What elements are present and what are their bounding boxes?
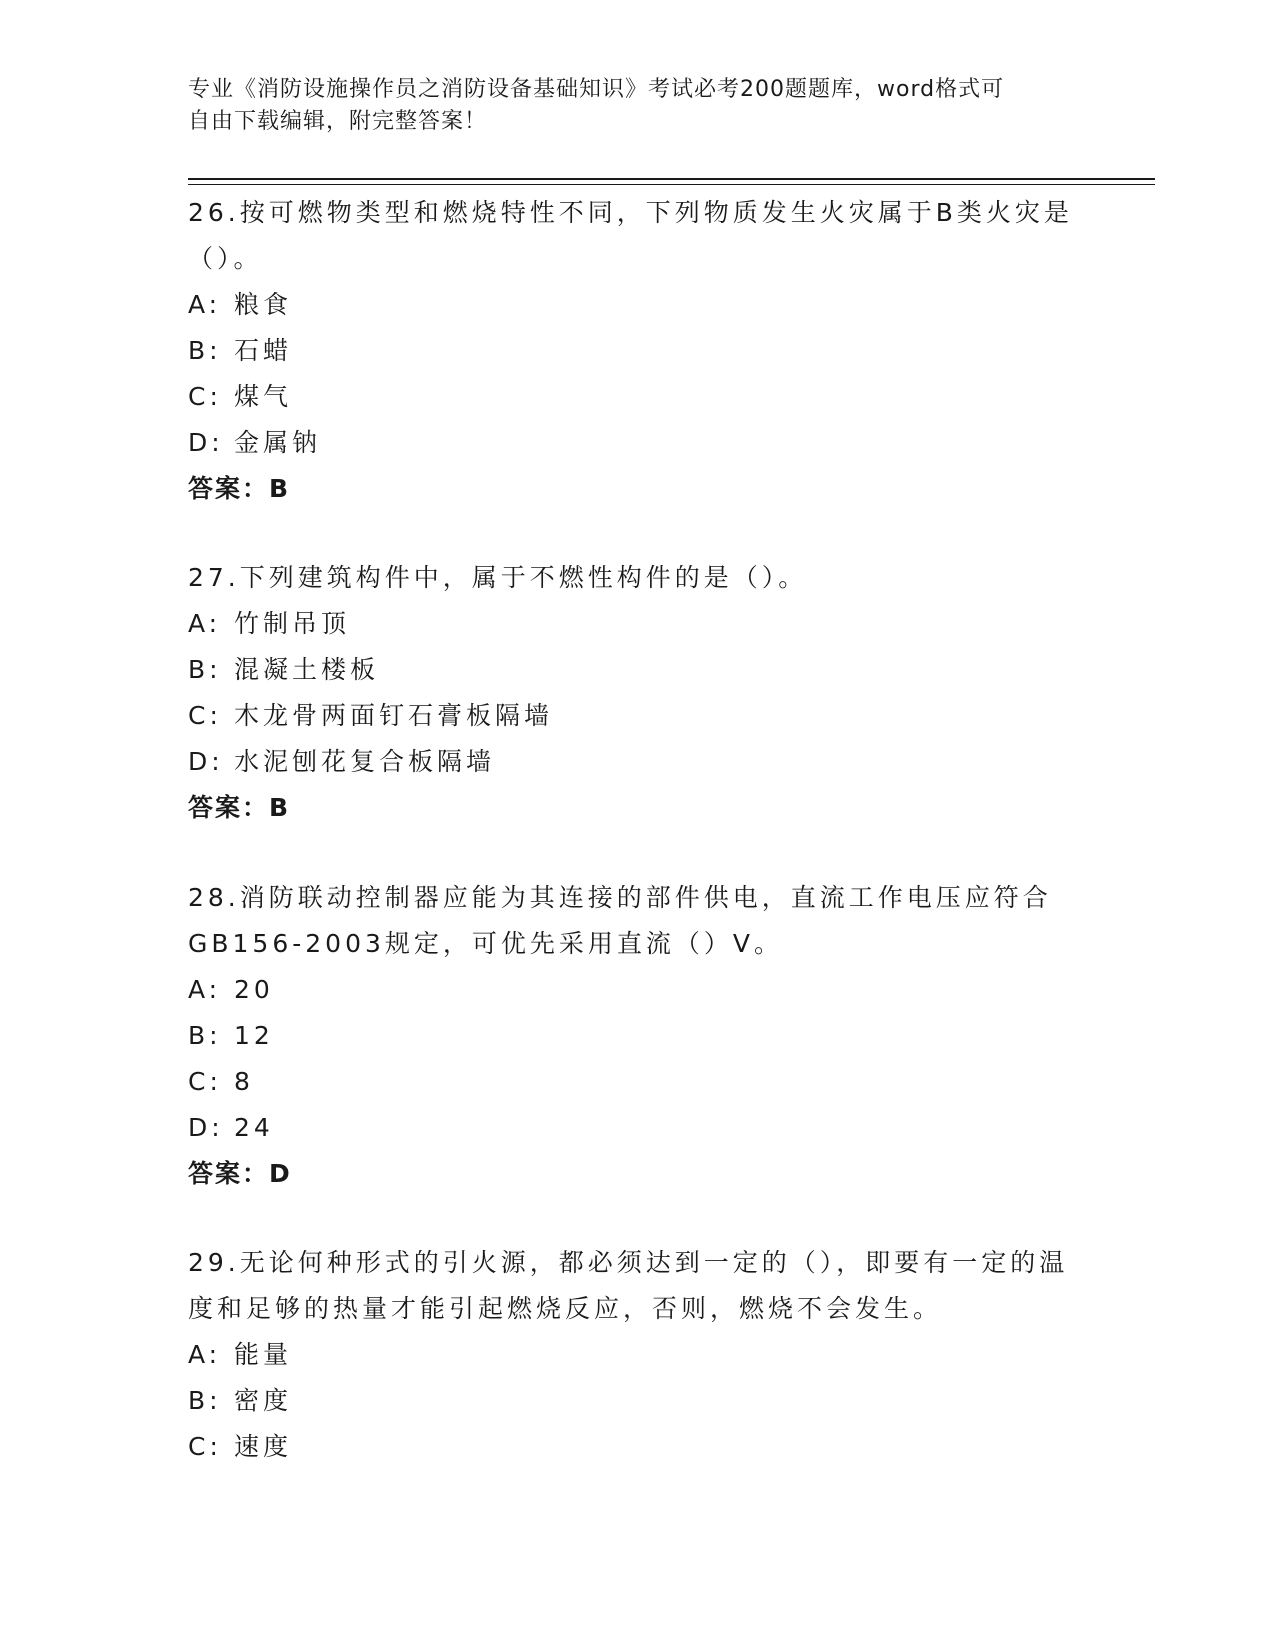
option-c — [188, 374, 1088, 420]
question-28 — [188, 875, 1088, 1197]
option-a — [188, 282, 1088, 328]
question-26 — [188, 190, 1088, 512]
question-27 — [188, 555, 1088, 831]
option-d — [188, 1105, 1088, 1151]
answer-line: 答案：B — [188, 793, 291, 822]
option-text: 木龙骨两面钉石膏板隔墙 — [234, 701, 554, 730]
question-stem-line-2: 度和足够的热量才能引起燃烧反应，否则，燃烧不会发生。 — [188, 1294, 943, 1323]
document-header — [188, 74, 1088, 138]
option-c — [188, 1424, 1088, 1470]
option-letter: B: — [188, 1386, 222, 1415]
option-text: 石蜡 — [234, 336, 293, 365]
option-text: 水泥刨花复合板隔墙 — [234, 747, 496, 776]
header-divider-thick — [188, 178, 1155, 180]
option-letter: A: — [188, 609, 222, 638]
option-text: 速度 — [234, 1432, 293, 1461]
option-c — [188, 1059, 1088, 1105]
option-a — [188, 1332, 1088, 1378]
option-letter: C: — [188, 701, 222, 730]
option-text: 20 — [234, 975, 274, 1004]
question-stem-line-1: 27.下列建筑构件中，属于不燃性构件的是（）。 — [188, 563, 808, 592]
option-letter: C: — [188, 382, 222, 411]
option-letter: A: — [188, 975, 222, 1004]
option-d — [188, 739, 1088, 785]
option-b — [188, 1013, 1088, 1059]
question-stem-line-1: 29.无论何种形式的引火源，都必须达到一定的（），即要有一定的温 — [188, 1248, 1069, 1277]
option-d — [188, 420, 1088, 466]
option-b — [188, 1378, 1088, 1424]
question-29 — [188, 1240, 1088, 1470]
option-text: 24 — [234, 1113, 274, 1142]
question-stem-line-2: GB156-2003规定，可优先采用直流（）V。 — [188, 929, 783, 958]
option-b — [188, 328, 1088, 374]
question-stem-line-1: 26.按可燃物类型和燃烧特性不同，下列物质发生火灾属于B类火灾是 — [188, 198, 1073, 227]
option-text: 煤气 — [234, 382, 293, 411]
header-line-1: 专业《消防设施操作员之消防设备基础知识》考试必考200题题库，word格式可 — [188, 77, 1005, 102]
option-a — [188, 601, 1088, 647]
question-stem-line-2: （）。 — [188, 244, 263, 273]
option-text: 混凝土楼板 — [234, 655, 380, 684]
option-c — [188, 693, 1088, 739]
option-b — [188, 647, 1088, 693]
option-letter: D: — [188, 1113, 224, 1142]
option-letter: B: — [188, 336, 222, 365]
option-text: 12 — [234, 1021, 274, 1050]
option-text: 8 — [234, 1067, 254, 1096]
option-letter: B: — [188, 655, 222, 684]
option-letter: B: — [188, 1021, 222, 1050]
option-letter: C: — [188, 1432, 222, 1461]
option-text: 竹制吊顶 — [234, 609, 351, 638]
option-letter: A: — [188, 290, 222, 319]
option-text: 金属钠 — [234, 428, 322, 457]
option-text: 粮食 — [234, 290, 293, 319]
header-line-2: 自由下载编辑，附完整答案！ — [188, 109, 488, 134]
option-letter: D: — [188, 747, 224, 776]
answer-line: 答案：B — [188, 474, 291, 503]
option-a — [188, 967, 1088, 1013]
header-divider-thin — [188, 184, 1155, 185]
question-stem-line-1: 28.消防联动控制器应能为其连接的部件供电，直流工作电压应符合 — [188, 883, 1052, 912]
option-text: 能量 — [234, 1340, 293, 1369]
option-letter: A: — [188, 1340, 222, 1369]
option-letter: C: — [188, 1067, 222, 1096]
answer-line: 答案：D — [188, 1159, 292, 1188]
option-letter: D: — [188, 428, 224, 457]
option-text: 密度 — [234, 1386, 293, 1415]
